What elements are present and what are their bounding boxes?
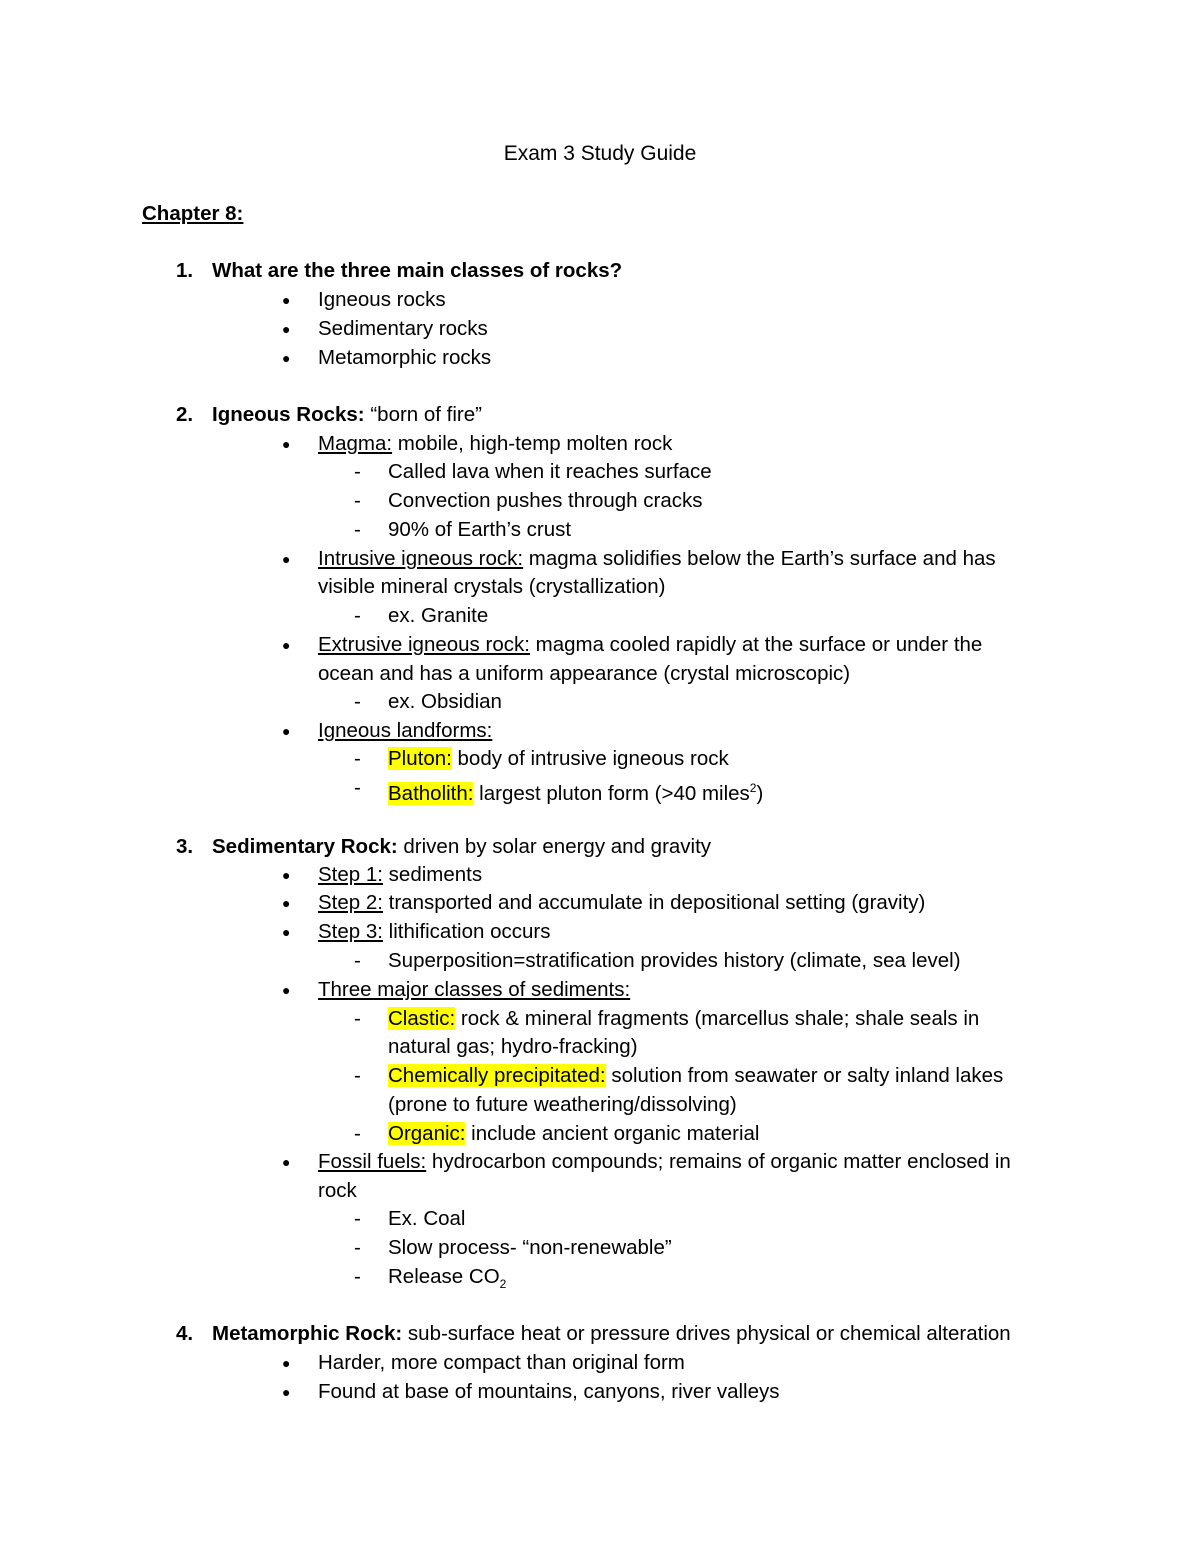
sub-item: Superposition=stratification provides history (climate, sea level) [388,949,961,972]
bullet-icon: ● [282,637,291,653]
bullet-icon: ● [282,982,291,998]
question-number: 3. [176,835,194,858]
list-item [318,918,550,946]
bullet-icon: ● [282,723,291,739]
sub-item: Convection pushes through cracks [388,489,703,512]
term: Step 3: [318,920,383,943]
subscript: 2 [499,1277,507,1292]
term: Sedimentary Rock: [212,835,398,858]
list-item: Igneous rocks [318,288,446,311]
bullet-icon: ● [282,350,291,366]
list-item [318,631,982,659]
dash-icon: - [354,604,361,627]
definition: include ancient organic material [465,1122,760,1145]
question-2-heading [212,401,482,429]
bullet-icon: ● [282,895,291,911]
sub-item: Slow process- “non-renewable” [388,1236,672,1259]
list-item [318,861,482,889]
definition: rock & mineral fragments (marcellus shale; shale seals in [455,1007,980,1030]
list-item [318,545,996,573]
bullet-icon: ● [282,1355,291,1371]
sub-item: 90% of Earth’s crust [388,518,572,541]
definition: mobile, high-temp molten rock [392,432,673,455]
highlighted-term: Clastic: [388,1007,456,1030]
bullet-icon: ● [282,1154,291,1170]
question-4-heading [212,1320,1011,1348]
list-item-continuation: rock [318,1179,357,1202]
dash-icon: - [354,1207,361,1230]
dash-icon: - [354,489,361,512]
list-item: Found at base of mountains, canyons, river valleys [318,1380,780,1403]
definition: Release CO [388,1265,500,1288]
question-number: 2. [176,403,194,426]
dash-icon: - [354,747,361,770]
term: Igneous Rocks: [212,403,365,426]
sub-item [388,774,763,808]
bullet-icon: ● [282,321,291,337]
definition: body of intrusive igneous rock [451,747,729,770]
bullet-icon: ● [282,867,291,883]
dash-icon: - [354,690,361,713]
definition: “born of fire” [364,403,482,426]
sub-item: ex. Granite [388,604,489,627]
definition: sub-surface heat or pressure drives physical or chemical alteration [402,1322,1011,1345]
bullet-icon: ● [282,292,291,308]
highlighted-term: Chemically precipitated: [388,1064,606,1087]
sub-item: ex. Obsidian [388,690,502,713]
list-item-continuation: visible mineral crystals (crystallization) [318,575,666,598]
bullet-icon: ● [282,551,291,567]
list-item: Three major classes of sediments: [318,978,631,1001]
bullet-icon: ● [282,1384,291,1400]
dash-icon: - [354,460,361,483]
document-title: Exam 3 Study Guide [503,142,697,165]
term: Magma: [318,432,393,455]
definition: hydrocarbon compounds; remains of organic matter enclosed in [426,1150,1011,1173]
term: Step 1: [318,863,383,886]
definition: lithification occurs [382,920,551,943]
dash-icon: - [354,1236,361,1259]
definition: largest pluton form (>40 miles [473,781,750,805]
term: Metamorphic Rock: [212,1322,403,1345]
list-item [318,430,672,458]
dash-icon: - [354,1265,361,1288]
definition: transported and accumulate in depositional setting (gravity) [382,891,926,914]
dash-icon: - [354,1007,361,1030]
question-3-heading [212,833,711,861]
superscript: 2 [749,781,757,795]
sub-item-continuation: natural gas; hydro-fracking) [388,1035,638,1058]
dash-icon: - [354,518,361,541]
dash-icon: - [354,1064,361,1087]
question-number: 1. [176,259,194,282]
dash-icon: - [354,1122,361,1145]
sub-item: Called lava when it reaches surface [388,460,712,483]
definition-end: ) [756,781,764,805]
definition: magma solidifies below the Earth’s surface and has [523,547,996,570]
definition: solution from seawater or salty inland lakes [605,1064,1004,1087]
highlighted-term: Organic: [388,1122,466,1145]
list-item: Harder, more compact than original form [318,1351,685,1374]
highlighted-term: Pluton: [388,747,452,770]
list-item-continuation: ocean and has a uniform appearance (crystal microscopic) [318,662,851,685]
sub-item [388,745,729,773]
chapter-heading: Chapter 8: [142,202,244,225]
bullet-icon: ● [282,436,291,452]
definition: sediments [382,863,483,886]
term: Fossil fuels: [318,1150,427,1173]
sub-item [388,1062,1003,1090]
list-item [318,1148,1011,1176]
sub-item-continuation: (prone to future weathering/dissolving) [388,1093,737,1116]
highlighted-term: Batholith: [388,781,474,805]
list-item: Sedimentary rocks [318,317,488,340]
sub-item [388,1120,759,1148]
sub-item: Ex. Coal [388,1207,466,1230]
definition: magma cooled rapidly at the surface or under the [529,633,983,656]
dash-icon: - [354,776,361,799]
term: Intrusive igneous rock: [318,547,524,570]
list-item: Igneous landforms: [318,719,493,742]
list-item: Metamorphic rocks [318,346,492,369]
bullet-icon: ● [282,924,291,940]
sub-item [388,1263,506,1298]
term: Extrusive igneous rock: [318,633,530,656]
question-number: 4. [176,1322,194,1345]
definition: driven by solar energy and gravity [397,835,712,858]
term: Step 2: [318,891,383,914]
sub-item [388,1005,979,1033]
list-item [318,889,925,917]
dash-icon: - [354,949,361,972]
question-1-text: What are the three main classes of rocks? [212,259,623,282]
